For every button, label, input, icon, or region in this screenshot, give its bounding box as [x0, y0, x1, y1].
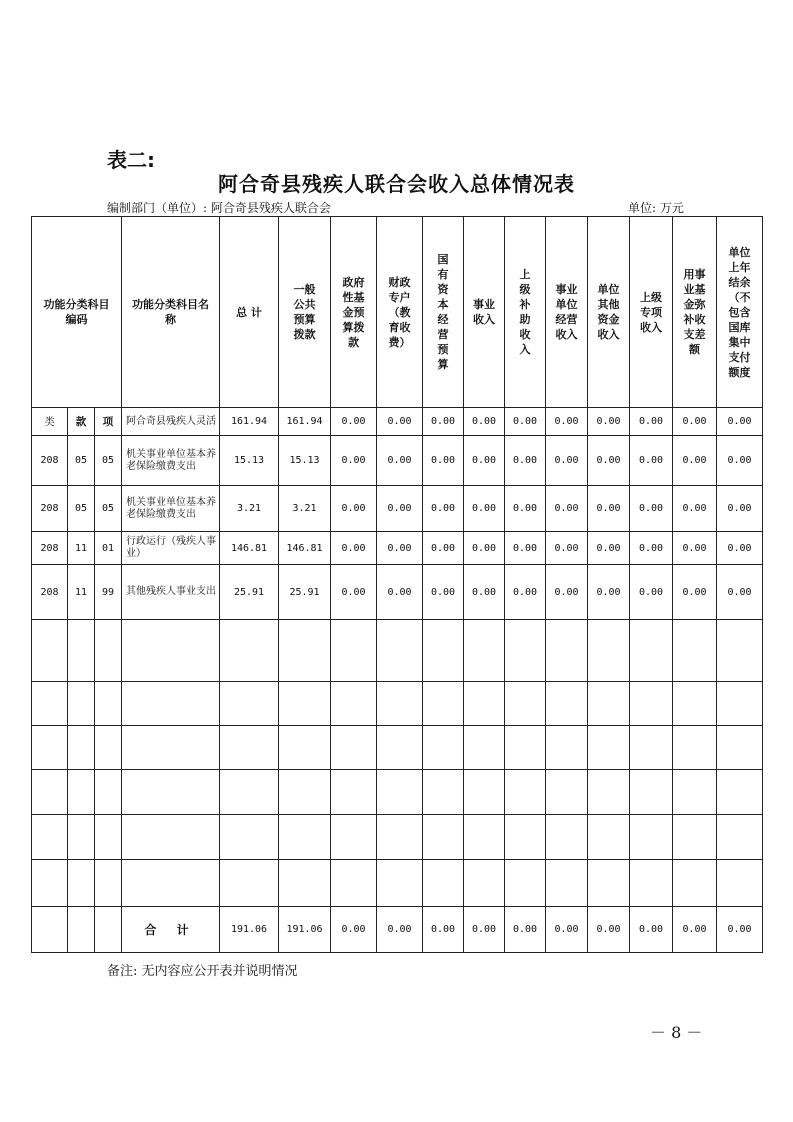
row-cell: 0.00: [630, 532, 673, 565]
row-lei: 208: [32, 532, 68, 565]
table-label: 表二:: [107, 148, 155, 172]
subheader-kuan: 款: [68, 408, 95, 436]
header-upper-special: 上级专项收入: [630, 217, 673, 408]
page-number: － 8 －: [650, 1023, 703, 1042]
org-meta: 编制部门（单位）: 阿合奇县残疾人联合会: [107, 201, 331, 215]
header-business-income: 事业收入: [464, 217, 505, 408]
row-cell: 0.00: [546, 408, 588, 436]
table-row: [32, 436, 763, 486]
row-cell: 0.00: [464, 436, 505, 486]
row-name: 行政运行（残疾人事业）: [122, 532, 220, 565]
subheader-xiang: 项: [95, 408, 122, 436]
row-cell: 0.00: [630, 408, 673, 436]
row-cell: 0.00: [546, 436, 588, 486]
row-total: 3.21: [220, 486, 279, 532]
row-cell: 0.00: [423, 532, 464, 565]
row-cell: 0.00: [464, 408, 505, 436]
row-name: 阿合奇县残疾人灵活: [122, 408, 220, 436]
total-label: 合 计: [144, 923, 197, 937]
header-prior-balance: 单位上年结余（不包含国库集中支付额度: [717, 217, 763, 408]
row-lei: 208: [32, 565, 68, 620]
total-cell: 0.00: [546, 907, 588, 953]
row-cell: 0.00: [630, 565, 673, 620]
total-cell: 0.00: [331, 907, 377, 953]
empty-row: [32, 815, 763, 860]
header-code: 功能分类科目编码: [32, 217, 122, 408]
header-general: 一般公共预算拨款: [279, 217, 331, 408]
row-total: 146.81: [220, 532, 279, 565]
row-cell: 0.00: [331, 532, 377, 565]
row-cell: 0.00: [588, 408, 630, 436]
header-unit-operating: 事业单位经营收入: [546, 217, 588, 408]
row-total: 161.94: [220, 408, 279, 436]
row-cell: 0.00: [331, 408, 377, 436]
row-cell: 0.00: [331, 486, 377, 532]
row-xiang: 01: [95, 532, 122, 565]
row-total: 25.91: [220, 565, 279, 620]
row-cell: 0.00: [423, 565, 464, 620]
row-cell: 0.00: [423, 486, 464, 532]
table-row: [32, 565, 763, 620]
row-cell: 0.00: [423, 408, 464, 436]
row-cell: 0.00: [630, 436, 673, 486]
row-cell: 0.00: [423, 436, 464, 486]
row-general: 146.81: [279, 532, 331, 565]
empty-row: [32, 770, 763, 815]
row-cell: 0.00: [673, 408, 717, 436]
total-cell: 0.00: [423, 907, 464, 953]
row-cell: 0.00: [505, 565, 546, 620]
page-title: 阿合奇县残疾人联合会收入总体情况表: [218, 172, 575, 196]
total-cell: 0.00: [505, 907, 546, 953]
row-general: 15.13: [279, 436, 331, 486]
row-name: 机关事业单位基本养老保险缴费支出: [122, 486, 220, 532]
header-fiscal-special: 财政专户（教育收费）: [377, 217, 423, 408]
row-cell: 0.00: [546, 565, 588, 620]
row-cell: 0.00: [377, 408, 423, 436]
row-cell: 0.00: [588, 532, 630, 565]
income-table: [31, 216, 763, 953]
total-cell: 0.00: [717, 907, 763, 953]
total-row: [32, 907, 763, 953]
row-cell: 0.00: [630, 486, 673, 532]
total-cell: 0.00: [673, 907, 717, 953]
row-cell: 0.00: [505, 436, 546, 486]
unit-meta: 单位: 万元: [628, 201, 684, 215]
row-cell: 0.00: [377, 565, 423, 620]
row-cell: 0.00: [717, 565, 763, 620]
total-total: 191.06: [220, 907, 279, 953]
row-xiang: 05: [95, 436, 122, 486]
table-row: [32, 532, 763, 565]
header-total: 总 计: [220, 217, 279, 408]
empty-row: [32, 726, 763, 770]
row-cell: 0.00: [546, 486, 588, 532]
row-general: 3.21: [279, 486, 331, 532]
empty-row: [32, 860, 763, 907]
row-xiang: 05: [95, 486, 122, 532]
row-cell: 0.00: [464, 532, 505, 565]
row-name: 机关事业单位基本养老保险缴费支出: [122, 436, 220, 486]
total-cell: 0.00: [630, 907, 673, 953]
row-cell: 0.00: [331, 436, 377, 486]
row-cell: 0.00: [673, 565, 717, 620]
row-cell: 0.00: [464, 486, 505, 532]
row-cell: 0.00: [464, 565, 505, 620]
row-cell: 0.00: [505, 532, 546, 565]
row-cell: 0.00: [673, 486, 717, 532]
table-row: [32, 486, 763, 532]
row-cell: 0.00: [673, 532, 717, 565]
row-cell: 0.00: [588, 565, 630, 620]
row-general: 161.94: [279, 408, 331, 436]
total-cell: 0.00: [464, 907, 505, 953]
row-cell: 0.00: [331, 565, 377, 620]
row-cell: 0.00: [717, 486, 763, 532]
row-lei: 208: [32, 436, 68, 486]
header-gov-fund: 政府性基金预算拨款: [331, 217, 377, 408]
header-fund-balance: 用事业基金弥补收支差额: [673, 217, 717, 408]
row-cell: 0.00: [588, 436, 630, 486]
row-cell: 0.00: [377, 486, 423, 532]
row-kuan: 05: [68, 486, 95, 532]
table-row: [32, 408, 763, 436]
subheader-lei: 类: [32, 408, 68, 436]
empty-row: [32, 620, 763, 682]
row-cell: 0.00: [377, 532, 423, 565]
row-cell: 0.00: [505, 486, 546, 532]
footnote: 备注: 无内容应公开表并说明情况: [107, 964, 298, 979]
row-general: 25.91: [279, 565, 331, 620]
row-kuan: 11: [68, 565, 95, 620]
empty-row: [32, 682, 763, 726]
header-state-capital: 国有资本经营预算: [423, 217, 464, 408]
header-name: 功能分类科目名称: [122, 217, 220, 408]
header-unit-other: 单位其他资金收入: [588, 217, 630, 408]
row-cell: 0.00: [673, 436, 717, 486]
row-xiang: 99: [95, 565, 122, 620]
row-cell: 0.00: [377, 436, 423, 486]
row-cell: 0.00: [588, 486, 630, 532]
total-cell: 0.00: [377, 907, 423, 953]
row-cell: 0.00: [717, 408, 763, 436]
total-cell: 0.00: [588, 907, 630, 953]
row-cell: 0.00: [546, 532, 588, 565]
row-kuan: 11: [68, 532, 95, 565]
row-kuan: 05: [68, 436, 95, 486]
row-cell: 0.00: [717, 532, 763, 565]
header-upper-subsidy: 上级补助收入: [505, 217, 546, 408]
row-name: 其他残疾人事业支出: [122, 565, 220, 620]
row-cell: 0.00: [505, 408, 546, 436]
row-cell: 0.00: [717, 436, 763, 486]
row-total: 15.13: [220, 436, 279, 486]
row-lei: 208: [32, 486, 68, 532]
total-general: 191.06: [279, 907, 331, 953]
